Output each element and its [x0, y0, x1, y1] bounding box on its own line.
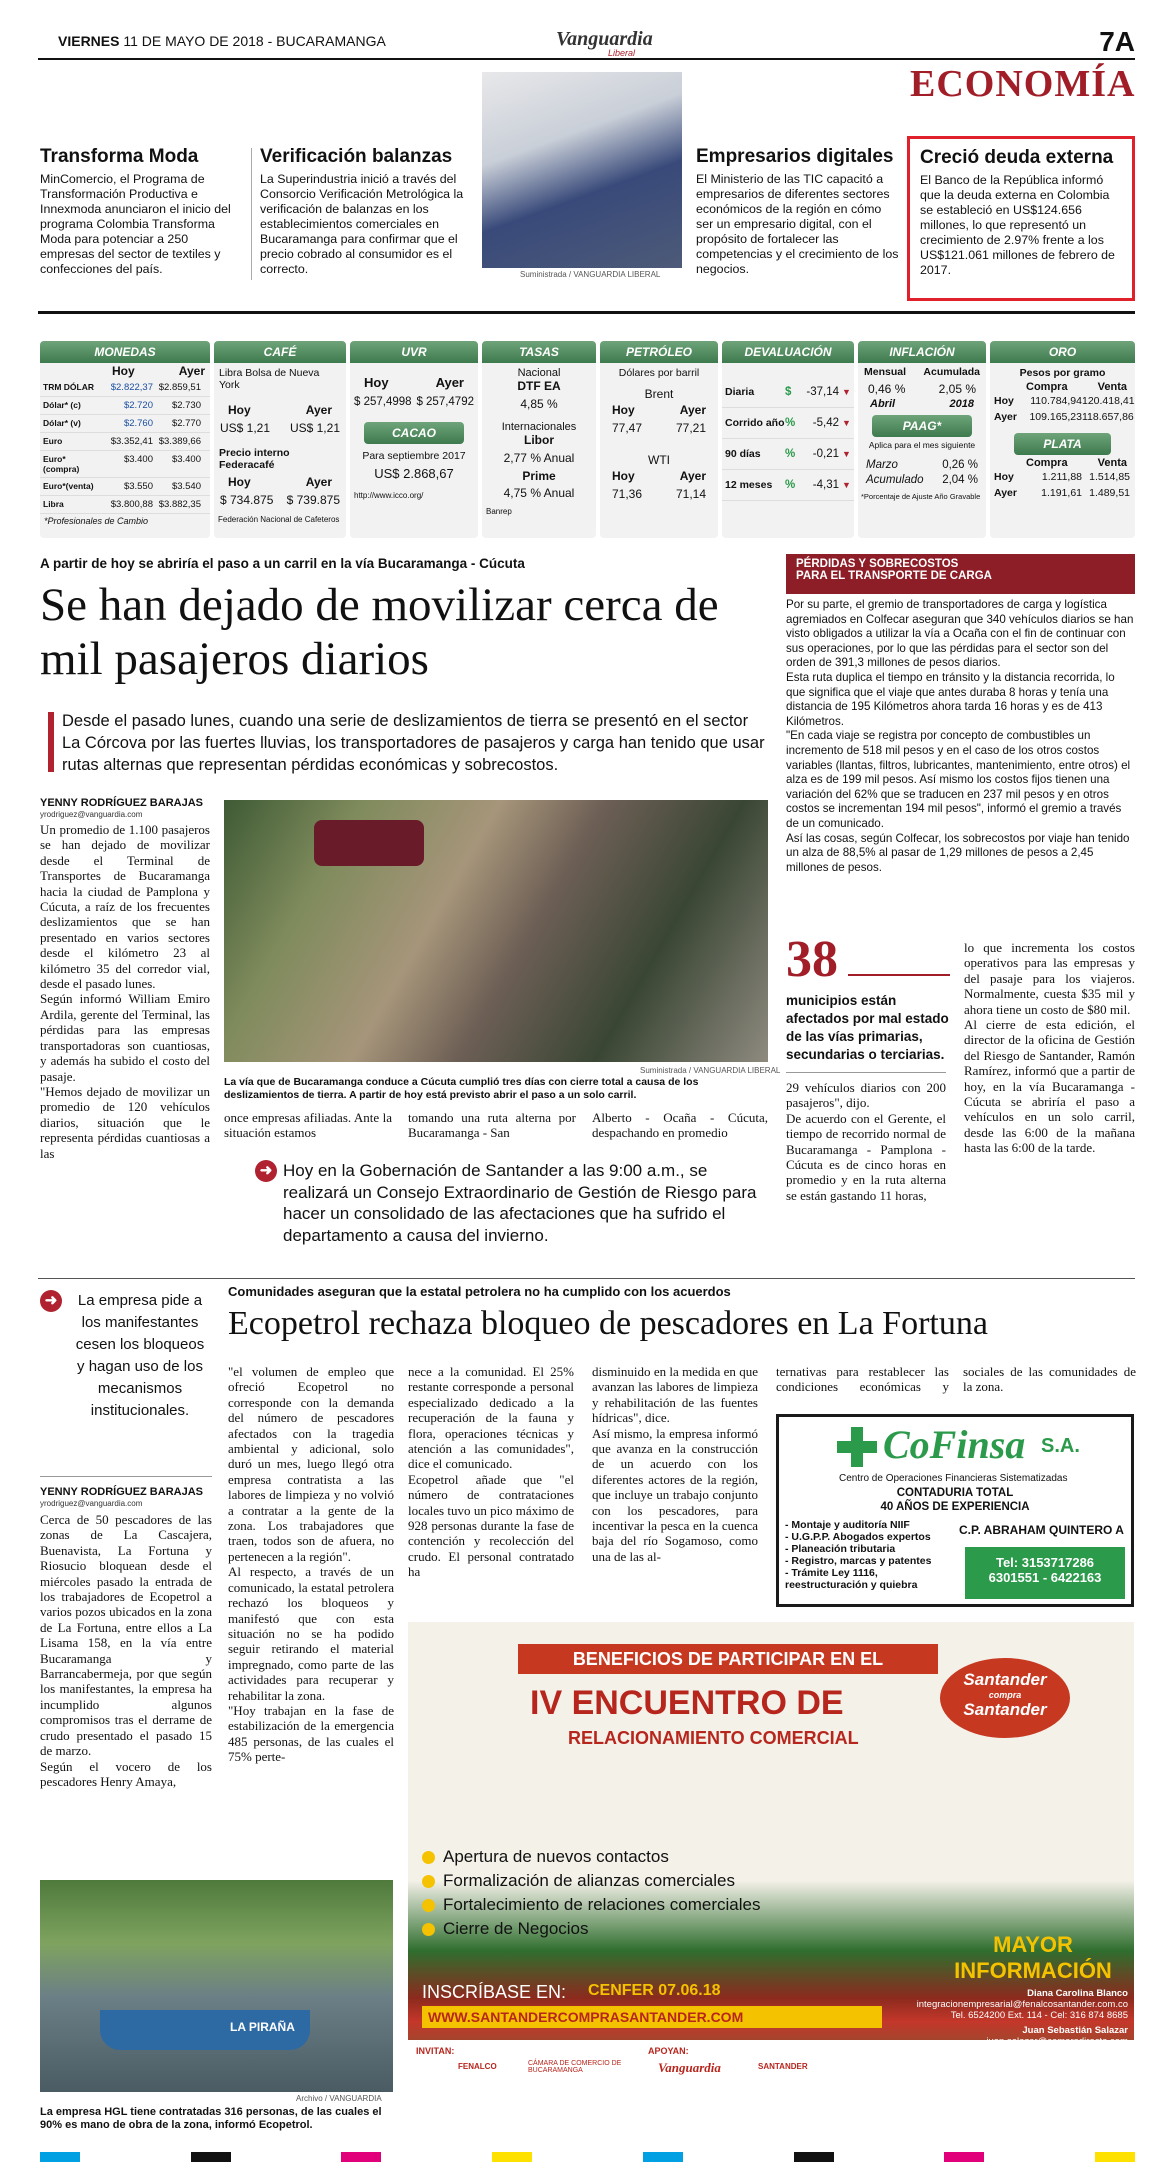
indicator-title: UVR	[350, 341, 478, 363]
page-number: 7A	[1099, 26, 1135, 57]
main-headline: Se han dejado de movilizar cerca de mil pasajeros diarios	[40, 579, 719, 685]
badge-line2: compra	[988, 1690, 1022, 1700]
metal-day: Ayer	[994, 411, 1017, 423]
monedas-row	[40, 496, 210, 514]
col-hoy: Hoy	[112, 364, 135, 378]
fact-number: 38	[786, 931, 838, 988]
ad-badge	[940, 1658, 1070, 1738]
currency-name: Euro	[43, 436, 63, 446]
briefs-photo	[482, 72, 682, 268]
col-compra: Compra	[1026, 381, 1068, 393]
indicator-title: INFLACIÓN	[858, 341, 986, 363]
metal-compra: 1.191,61	[1041, 487, 1082, 499]
eco-col4: disminuido en la medida en que avanzan las labores de limpieza y rehabilitación de las fuentes hídricas", dice. Así mismo, la empresa informó que avanza en la construcción de un acuerdo con los diferentes actores de la región, que incluye un trabajo conjunto con los pescadores, para incentivar la pesca en la cuenca baja del río Sogamoso, como una de las al-	[592, 1364, 758, 1564]
cofinsa-line2: 40 AÑOS DE EXPERIENCIA	[880, 1501, 1030, 1513]
indicator-title: MONEDAS	[40, 341, 210, 363]
col-hoy: Hoy	[612, 403, 635, 417]
cofinsa-sub: Centro de Operaciones Financieras Sistematizadas	[839, 1473, 1068, 1484]
devaluacion-row	[722, 470, 854, 501]
inflacion-v2: 2,05 %	[938, 382, 976, 396]
sidebar-col-b: lo que incrementa los costos operativos para las empresas y del pasaje para los viajeros. Normalmente, cuesta $35 mil y ahora tiene un costo de $80 mil. Al cierre de esta edición, el director de la oficina de Gestión del Riesgo de Santander, Ramón Ramírez, informó que a partir de hoy, en la vía Bucaramanga - Cúcuta se abriría el paso a vehículos en un solo carril, desde las 6:00 de la mañana hasta las 6:00 de la tarde.	[964, 940, 1135, 1156]
deval-value: -5,42	[812, 417, 839, 429]
indicator-title: DEVALUACIÓN	[722, 341, 854, 363]
monedas-row	[40, 415, 210, 433]
cofinsa-address: C.P. ABRAHAM QUINTERO A	[959, 1523, 1124, 1537]
oro-row	[990, 393, 1135, 409]
brent-label: Brent	[644, 387, 674, 401]
down-arrow-icon: ▼	[842, 418, 851, 428]
indicator-title: ORO	[990, 341, 1135, 363]
masthead	[38, 26, 1135, 58]
indicator-oro	[990, 341, 1135, 538]
wti-ayer: 71,14	[675, 487, 706, 501]
metal-venta: 1.514,85	[1089, 471, 1130, 483]
monedas-row	[40, 397, 210, 415]
plata-row	[990, 469, 1135, 485]
eco-pull-quote: La empresa pide a los manifestantes cesen los bloqueos y hagan uso de los mecanismos institucionales.	[75, 1292, 205, 1419]
currency-hoy: $3.800,88	[110, 499, 153, 510]
col-ayer: Ayer	[305, 403, 332, 417]
devaluacion-row	[722, 408, 854, 439]
currency-hoy: $3.352,41	[110, 436, 153, 447]
cofinsa-service-item: - Trámite Ley 1116, reestructuración y quiebra	[785, 1567, 918, 1591]
sidebar-text: Por su parte, el gremio de transportadores de carga y logística agremiados en Colfecar aseguran que 340 vehículos diarios se han visto obligados a utilizar la vía a Ocaña con el fin de continuar con sus operaciones, por lo que las pérdidas para el sector son del orden de 391,3 millones de pesos diarios. Esta ruta duplica el tiempo en tránsito y la distancia recorrida, lo que significa que el viaje que antes duraba 8 horas y tenía una distancia de 195 Kilómetros ahora tarda 16 horas y es de 413 Kilómetros. "En cada viaje se registra por concepto de combustibles un incremento de 518 mil pesos y en el caso de los otros costos variables (llantas, filtros, lubricantes, mantenimiento, entre otros) el alza es de 199 mil pesos. Así mismo los costos fijos tienen una variación del 62% que se traducen en 237 mil pesos y en otros costos se incrementan 194 mil pesos", informó el gremio a través de un comunicado. Así las cosas, según Colfecar, los sobrecostos por viaje han tenido un alza de 88,5% al pasar de 1,29 millones de pesos a 2,45 millones de pesos.	[786, 598, 1134, 874]
indicator-note: Banrep	[486, 507, 512, 516]
ad-encuentro[interactable]	[408, 1622, 1134, 2092]
currency-name: Euro*(venta)	[43, 481, 94, 491]
paag-sub: Aplica para el mes siguiente	[868, 440, 976, 450]
main-photo	[224, 800, 768, 1062]
ad-bullet-text: Formalización de alianzas comerciales	[443, 1871, 735, 1890]
plata-row	[990, 485, 1135, 501]
paag-title: PAAG*	[872, 415, 972, 437]
sponsor-logo-fenalco: FENALCO	[458, 2062, 497, 2071]
brief-verificacion-balanzas	[260, 146, 470, 277]
ad-bullet-item	[422, 1919, 852, 1939]
header-day: VIERNES	[58, 33, 120, 49]
deval-unit: %	[785, 417, 796, 429]
sidebar-tag-line2: PARA EL TRANSPORTE DE CARGA	[796, 570, 992, 582]
indicator-note: Federación Nacional de Cafeteros	[218, 515, 340, 524]
rule	[38, 1278, 1135, 1279]
eco-col5: ternativas para restablecer las condiciones económicas y sociales de las comunidades de la zona.	[776, 1364, 1136, 1395]
brief-text: MinComercio, el Programa de Transformación Productiva e Innexmoda anunciaron el inicio del programa Colombia Transforma Moda para potenciar a 250 empresas del sector de textiles y confecciones del país.	[40, 172, 231, 276]
down-arrow-icon: ▼	[842, 480, 851, 490]
currency-ayer: $2.730	[171, 400, 201, 411]
ad-cenfer[interactable]: CENFER 07.06.18	[588, 1982, 721, 1999]
indicator-monedas	[40, 341, 210, 538]
indicator-devaluacion	[722, 341, 854, 538]
main-caption: La vía que de Bucaramanga conduce a Cúcuta cumplió tres días con cierre total a causa de los deslizamientos de tierra. A partir de hoy está previsto abrir el paso a un solo carril.	[224, 1076, 699, 1101]
pull-arrow-icon: ➜	[40, 1290, 62, 1312]
brief-title: Creció deuda externa	[920, 147, 1114, 168]
col-ayer: Ayer	[679, 403, 706, 417]
info-line: INFORMACIÓN	[954, 1958, 1112, 1983]
brent-hoy: 77,47	[612, 421, 643, 435]
ad-bullet-text: Apertura de nuevos contactos	[443, 1847, 669, 1866]
currency-ayer: $2.770	[171, 418, 201, 429]
indicator-note: *Porcentaje de Ajuste Año Gravable	[861, 492, 981, 501]
divider	[251, 148, 252, 280]
print-color-bar	[40, 2152, 1135, 2162]
cofinsa-service-item: - U.G.P.P. Abogados expertos	[785, 1531, 931, 1543]
currency-name: Libra	[43, 499, 64, 509]
ad-bullet-item	[422, 1847, 852, 1867]
cofinsa-name: CoFinsa	[883, 1422, 1026, 1467]
monedas-row	[40, 433, 210, 451]
ad-sponsors-bar	[408, 2040, 1134, 2092]
currency-name: Dólar* (c)	[43, 400, 81, 410]
indicator-title: TASAS	[482, 341, 596, 363]
lead-marker	[48, 712, 54, 772]
col-hoy: Hoy	[612, 469, 635, 483]
uvr-v2: $ 257,4792	[416, 396, 474, 408]
indicator-tasas	[482, 341, 596, 538]
main-col1: Un promedio de 1.100 pasajeros se han dejado de movilizar desde el Terminal de Transportes de Bucaramanga hacia la ciudad de Pamplona y Cúcuta, a raíz de los frecuentes deslizamientos que se han presentado en varios sectores desde el kilómetro 23 al kilómetro 35 del corredor vial, desde el pasado lunes. Según informó William Emiro Ardila, gerente del Terminal, las pérdidas para las empresas transportadoras son cuantiosas, y además ha subido el costo del pasaje. "Hemos dejado de movilizar un promedio de 120 vehículos diarios, situación que le representa pérdidas cuantiosas a las	[40, 822, 210, 1161]
brief-transforma-moda	[40, 146, 245, 277]
currency-ayer: $3.540	[171, 481, 201, 492]
deval-label: Diaria	[725, 386, 755, 398]
bullet-dot-icon	[422, 1923, 435, 1936]
tasas-v3: 4,75 % Anual	[503, 486, 575, 500]
sponsor-logo-santander: SANTANDER	[758, 2062, 808, 2071]
metal-day: Hoy	[994, 395, 1014, 407]
col-ayer: Ayer	[435, 375, 464, 390]
ad-url-link[interactable]: WWW.SANTANDERCOMPRASANTANDER.COM	[422, 2006, 882, 2028]
metal-venta: 118.657,86	[1082, 411, 1134, 423]
deval-label: Corrido año	[725, 417, 785, 429]
currency-hoy: $3.400	[123, 454, 153, 465]
ad-bullet-item	[422, 1871, 852, 1891]
highlight-arrow-icon: ➜	[255, 1160, 277, 1182]
main-lead: Desde el pasado lunes, cuando una serie de deslizamientos de tierra se presentó en el sector La Córcova por las fuertes lluvias, los transportadores de pasajeros y carga han tenido que usar rutas alternas que representan pérdidas económicas y sobrecostos.	[62, 712, 765, 774]
cofinsa-phone-box	[965, 1547, 1125, 1599]
brief-title: Verificación balanzas	[260, 146, 453, 167]
petroleo-sub: Dólares por barril	[618, 367, 700, 379]
main-byline: YENNY RODRÍGUEZ BARAJAS	[40, 797, 203, 809]
ad-top-banner: BENEFICIOS DE PARTICIPAR EN EL	[518, 1644, 938, 1674]
col-ayer: Ayer	[305, 475, 332, 489]
indicator-note: *Profesionales de Cambio	[44, 516, 149, 526]
devaluacion-rows	[722, 363, 854, 501]
plata-rows	[990, 469, 1135, 501]
cafe-v1: US$ 1,21	[220, 421, 271, 435]
cofinsa-tel: Tel: 3153717286	[995, 1555, 1095, 1570]
deval-unit: %	[785, 479, 796, 491]
fact-rule	[848, 974, 950, 976]
tasas-l1b: DTF EA	[517, 379, 561, 393]
apoyan-label: APOYAN:	[648, 2046, 689, 2056]
cafe-v2: US$ 1,21	[289, 421, 340, 435]
header-rule	[38, 58, 1135, 60]
indicator-title: CAFÉ	[214, 341, 346, 363]
ad-inscribase: INSCRÍBASE EN:	[422, 1982, 567, 2002]
eco-headline: Ecopetrol rechaza bloqueo de pescadores en La Fortuna	[228, 1305, 988, 1342]
wti-hoy: 71,36	[612, 487, 643, 501]
inflacion-acum-label: Acumulada	[923, 366, 980, 378]
invitan-label: INVITAN:	[416, 2046, 455, 2056]
deval-label: 90 días	[725, 448, 761, 460]
currency-name: TRM DÓLAR	[43, 382, 94, 392]
cofinsa-service-item: - Registro, marcas y patentes	[785, 1555, 932, 1567]
sidebar-col-a: 29 vehículos diarios con 200 pasajeros", dijo. De acuerdo con el Gerente, el tiempo de recorrido normal de Bucaramanga - Pamplona - Cúcuta es de cinco horas en promedio y en la ruta alterna se están gastando 11 horas,	[786, 1080, 946, 1203]
indicator-title: PETRÓLEO	[600, 341, 718, 363]
brief-text: El Banco de la República informó que la deuda externa en Colombia se estableció en US$124.656 millones, lo que representó un crecimiento de 2.97% frente a los US$121.061 millones de febrero de 2017.	[920, 173, 1115, 277]
indicator-petroleo	[600, 341, 718, 538]
indicator-cafe	[214, 341, 346, 538]
col-ayer: Ayer	[178, 364, 205, 378]
eco-col3: nece a la comunidad. El 25% restante corresponde a personal especializado dedicado a la recuperación de la fauna y flora, operaciones técnicas y atención a las comunidades", dice el comunicado. Ecopetrol añade que "el número de contrataciones locales tuvo un pico máximo de 928 personas durante la fase de contención y recolección del crudo. El personal contratado ha	[408, 1364, 574, 1580]
currency-hoy: $3.550	[123, 481, 153, 492]
tasas-l3: Prime	[522, 469, 556, 483]
cofinsa-services	[785, 1519, 945, 1591]
sidebar-tag-line1: PÉRDIDAS Y SOBRECOSTOS	[796, 558, 959, 570]
tasas-v2: 2,77 % Anual	[503, 451, 575, 465]
deval-value: -37,14	[806, 386, 839, 398]
bullet-dot-icon	[422, 1875, 435, 1888]
ad-mayor-info	[938, 1932, 1128, 1984]
brief-text: La Superindustria inició a través del Consorcio Verificación Metrológica la verificación de balanzas en los establecimientos comerciales en Bucaramanga para confirmar que el precio cobrado al consumidor es el correcto.	[260, 172, 464, 276]
cofinsa-logo-icon	[837, 1427, 877, 1467]
eco-col2: "el volumen de empleo que ofreció Ecopetrol no corresponde con la demanda del número de pescadores afectados con la tragedia ambiental y adicional, solo duró un mes, luego llegó otra empresa contratista a las labores de limpieza y no volvió a contratar a la gente de la zona. Los trabajadores que traen, todos son de afuera, no pertenecen a la región". Al respecto, a través de un comunicado, la estatal petrolera rechazó los bloqueos y manifestó que con esta situación no se ha podido seguir retirando el material impregnado, como parte de las actividades para recuperar y rehabilitar la zona. "Hoy trabajan en la fase de estabilización de la emergencia 485 personas, de las cuales el 75% perte-	[228, 1364, 394, 1765]
sponsor-logo-camara: CÁMARA DE COMERCIO DE BUCARAMANGA	[528, 2060, 622, 2074]
badge-line3: Santander	[963, 1700, 1047, 1719]
inflacion-mensual-label: Mensual	[864, 366, 907, 378]
cofinsa-tel2: 6301551 - 6422163	[988, 1570, 1102, 1585]
metal-venta: 120.418,41	[1082, 395, 1135, 407]
header-date	[58, 33, 386, 49]
eco-kicker: Comunidades aseguran que la estatal petrolera no ha cumplido con los acuerdos	[228, 1284, 731, 1299]
deval-value: -4,31	[812, 479, 839, 491]
brief-deuda-externa	[907, 136, 1135, 301]
metal-day: Hoy	[994, 471, 1014, 483]
deval-label: 12 meses	[725, 479, 773, 491]
ad-bullet-item	[422, 1895, 852, 1915]
col-venta: Venta	[1097, 457, 1127, 469]
contact1-tel: Tel. 6524200 Ext. 114 - Cel: 316 874 8685	[950, 2010, 1128, 2021]
cacao-title: CACAO	[364, 422, 464, 444]
currency-hoy: $2.822,37	[110, 382, 153, 393]
monedas-row	[40, 379, 210, 397]
oro-sub: Pesos por gramo	[1019, 367, 1106, 379]
monedas-row	[40, 478, 210, 496]
ad-bullets	[422, 1847, 852, 1943]
eco-caption: La empresa HGL tiene contratadas 316 personas, de las cuales el 90% es mano de obra de la zona, informó Ecopetrol.	[40, 2106, 382, 2131]
fact-bottom-rule	[786, 1072, 946, 1073]
contact1-email: integracionempresarial@fenalcosantander.com.co	[916, 1999, 1128, 2010]
brent-ayer: 77,21	[675, 421, 706, 435]
eco-photo	[40, 1880, 393, 2092]
eco-email: yrodriguez@vanguardia.com	[40, 1499, 143, 1508]
brief-empresarios-digitales	[696, 146, 901, 277]
tasas-l2b: Libor	[524, 433, 554, 447]
ad-subtitle: RELACIONAMIENTO COMERCIAL	[568, 1728, 859, 1748]
currency-name: Dólar* (v)	[43, 418, 81, 428]
currency-hoy: $2.720	[123, 400, 153, 411]
cofinsa-service-item: - Montaje y auditoría NIIF	[785, 1519, 910, 1531]
cofinsa-line1: CONTADURIA TOTAL	[896, 1487, 1014, 1499]
eco-photo-credit: Archivo / VANGUARDIA	[296, 2094, 382, 2103]
col-compra: Compra	[1026, 457, 1068, 469]
metal-venta: 1.489,51	[1089, 487, 1130, 499]
ad-title: IV ENCUENTRO DE	[530, 1684, 844, 1722]
paag-marzo: Marzo	[866, 459, 898, 471]
main-highlight: Hoy en la Gobernación de Santander a las 9:00 a.m., se realizará un Consejo Extraordinario de Gestión de Riesgo para hacer un consolidado de las afectaciones que ha sufrido el departamento a causa del invierno.	[283, 1161, 757, 1245]
indicator-note: http://www.icco.org/	[354, 491, 424, 500]
paag-acum-value: 2,04 %	[942, 474, 978, 486]
main-photo-credit: Suministrada / VANGUARDIA LIBERAL	[640, 1066, 781, 1075]
col-hoy: Hoy	[228, 475, 251, 489]
eco-byline: YENNY RODRÍGUEZ BARAJAS	[40, 1486, 203, 1498]
deval-value: -0,21	[812, 448, 839, 460]
header-date-text: 11 DE MAYO DE 2018 - BUCARAMANGA	[123, 33, 386, 49]
ad-bullet-text: Cierre de Negocios	[443, 1919, 589, 1938]
section-title: ECONOMÍA	[910, 63, 1136, 105]
newspaper-logo: Vanguardia	[556, 28, 653, 50]
metal-compra: 110.784,94	[1030, 395, 1082, 407]
down-arrow-icon: ▼	[842, 387, 851, 397]
metal-compra: 109.165,23	[1029, 411, 1082, 423]
cofinsa-service-item: - Planeación tributaria	[785, 1543, 896, 1555]
uvr-v1: $ 257,4998	[354, 396, 412, 408]
brief-title: Empresarios digitales	[696, 146, 894, 167]
deval-unit: %	[785, 448, 796, 460]
sponsor-logo-vanguardia: Vanguardia	[658, 2060, 721, 2075]
monedas-row	[40, 451, 210, 478]
metal-compra: 1.211,88	[1041, 471, 1082, 483]
main-col4: Alberto - Ocaña - Cúcuta, despachando en promedio	[592, 1110, 768, 1141]
indicator-uvr	[350, 341, 478, 538]
deval-unit: $	[785, 386, 792, 398]
inflacion-m1: Abril	[870, 398, 896, 410]
monedas-rows	[40, 379, 210, 514]
brief-title: Transforma Moda	[40, 146, 199, 167]
bullet-dot-icon	[422, 1851, 435, 1864]
ad-cofinsa[interactable]	[776, 1414, 1134, 1607]
devaluacion-row	[722, 439, 854, 470]
currency-ayer: $2.859,51	[158, 382, 201, 393]
main-email: yrodriguez@vanguardia.com	[40, 810, 143, 819]
cafe-v3: $ 734.875	[220, 493, 274, 507]
paag-acum: Acumulado	[866, 474, 924, 486]
ad-bullet-text: Fortalecimiento de relaciones comerciales	[443, 1895, 761, 1914]
logo-sub: Liberal	[608, 48, 636, 58]
pull-rule	[40, 1476, 212, 1477]
bullet-dot-icon	[422, 1899, 435, 1912]
oro-row	[990, 409, 1135, 425]
sidebar-tag	[786, 554, 1135, 594]
plata-title: PLATA	[1014, 433, 1111, 455]
badge-line1: Santander	[963, 1670, 1047, 1689]
cacao-value: US$ 2.868,67	[374, 466, 454, 481]
currency-hoy: $2.760	[123, 418, 153, 429]
down-arrow-icon: ▼	[842, 449, 851, 459]
rule	[38, 311, 1135, 314]
cafe-sub1: Libra Bolsa de Nueva York	[219, 367, 320, 391]
currency-name: Euro*(compra)	[43, 454, 80, 474]
brief-text: El Ministerio de las TIC capacitó a empresarios de diferentes sectores económicos de la región en cómo ser un empresario digital, con el propósito de fortalecer las competencias y el crecimiento de los negocios.	[696, 172, 899, 276]
inflacion-m2: 2018	[949, 398, 974, 410]
wti-label: WTI	[648, 453, 670, 467]
cafe-v4: $ 739.875	[286, 493, 340, 507]
main-kicker: A partir de hoy se abriría el paso a un carril en la vía Bucaramanga - Cúcuta	[40, 556, 525, 571]
metal-day: Ayer	[994, 487, 1017, 499]
col-hoy: Hoy	[228, 403, 251, 417]
cafe-sub2: Precio interno Federacafé	[219, 447, 290, 471]
tasas-l1: Nacional	[517, 367, 561, 379]
boat-label: LA PIRAÑA	[230, 2020, 295, 2034]
cofinsa-sa: S.A.	[1041, 1435, 1080, 1457]
main-col2: once empresas afiliadas. Ante la situación estamos	[224, 1110, 392, 1141]
main-col3: tomando una ruta alterna por Bucaramanga - San	[408, 1110, 576, 1141]
col-hoy: Hoy	[364, 375, 389, 390]
contact2-name: Juan Sebastián Salazar	[1022, 2025, 1128, 2036]
oro-rows	[990, 393, 1135, 425]
mayor-line: MAYOR	[993, 1932, 1073, 1957]
devaluacion-row	[722, 377, 854, 408]
suitcase-shape	[314, 820, 424, 866]
col-venta: Venta	[1097, 381, 1127, 393]
col-ayer: Ayer	[679, 469, 706, 483]
cacao-sub: Para septiembre 2017	[362, 450, 466, 462]
currency-ayer: $3.389,66	[158, 436, 201, 447]
briefs-photo-credit: Suministrada / VANGUARDIA LIBERAL	[520, 270, 661, 279]
inflacion-v1: 0,46 %	[868, 382, 906, 396]
currency-ayer: $3.400	[171, 454, 201, 465]
tasas-v1: 4,85 %	[520, 397, 558, 411]
currency-ayer: $3.882,35	[158, 499, 201, 510]
contact1-name: Diana Carolina Blanco	[1027, 1988, 1128, 1999]
tasas-l2: Internacionales	[501, 421, 577, 433]
indicator-inflacion	[858, 341, 986, 538]
fact-text: municipios están afectados por mal estado de las vías primarias, secundarias o terciarias.	[786, 993, 949, 1062]
paag-marzo-value: 0,26 %	[942, 459, 978, 471]
eco-col1: Cerca de 50 pescadores de las zonas de La Cascajera, Buenavista, La Fortuna y Riosucio bloquean desde el miércoles pasado la entrada de los trabajadores de Ecopetrol a varios pozos ubicados en la zona de La Fortuna, entre ellos a La Lisama 158, en la vía entre Bucaramanga y Barrancabermeja, por que según los manifestantes, la empresa ha incumplido algunos compromisos tras el derrame de crudo presentado el pasado 15 de marzo. Según el vocero de los pescadores Henry Amaya,	[40, 1512, 212, 1789]
